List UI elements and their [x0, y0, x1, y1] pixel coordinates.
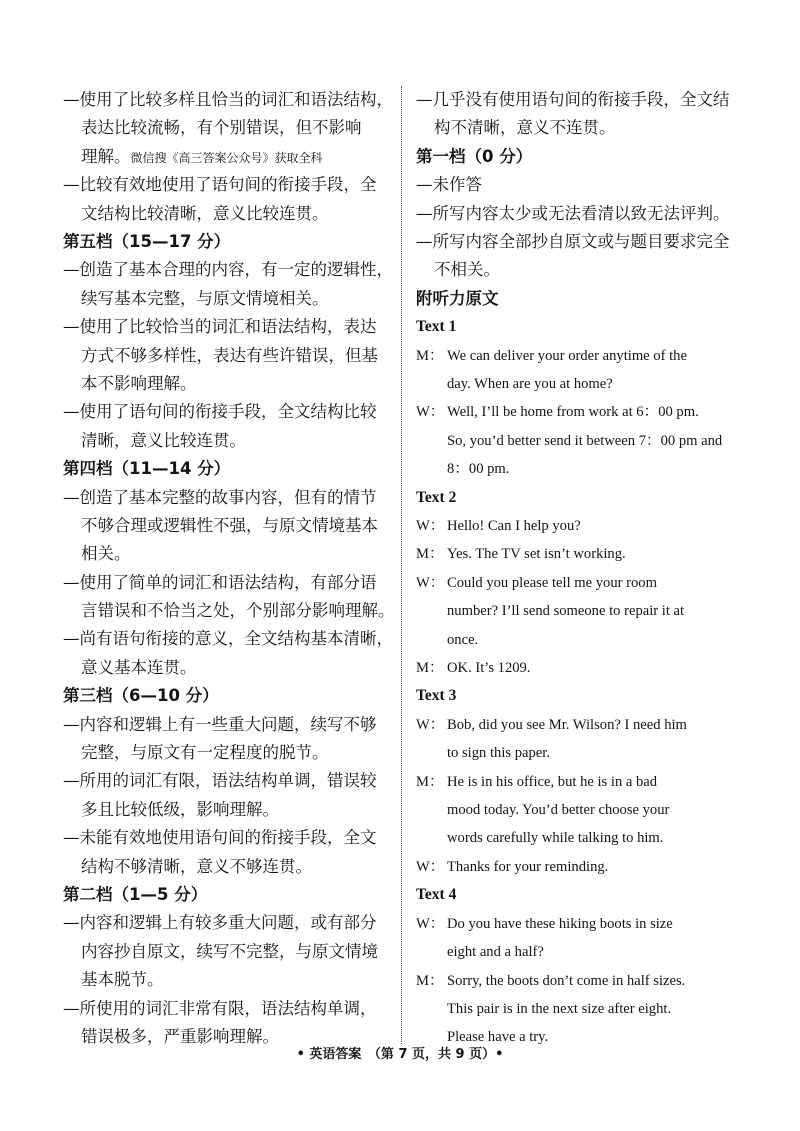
speaker-label: W： — [416, 858, 445, 875]
criteria-line: 基本脱节。 — [81, 970, 164, 990]
dialogue-line: Bob, did you see Mr. Wilson? I need him — [447, 716, 687, 733]
dialogue-line: Please have a try. — [447, 1029, 549, 1046]
criteria-text: 理解。 — [81, 146, 131, 166]
section-heading: 第一档（0 分） — [416, 146, 533, 166]
criteria-line: 完整，与原文有一定程度的脱节。 — [81, 743, 329, 763]
criteria-line: 不够合理或逻辑性不强，与原文情境基本 — [81, 515, 378, 535]
listening-text-title: Text 2 — [416, 488, 457, 506]
criteria-line: 多且比较低级，影响理解。 — [81, 799, 279, 819]
dialogue-line: Thanks for your reminding. — [447, 858, 609, 875]
criteria-line: —使用了比较多样且恰当的词汇和语法结构， — [63, 90, 393, 109]
dialogue-line: Sorry, the boots don’t come in half sizes. — [447, 972, 686, 989]
dialogue-turn — [416, 853, 742, 881]
dialogue-line: OK. It’s 1209. — [447, 660, 531, 677]
criteria-line: 续写基本完整，与原文情境相关。 — [81, 288, 329, 308]
dialogue-turn — [416, 342, 742, 399]
dialogue-turn — [416, 398, 742, 483]
criteria-line: 本不影响理解。 — [81, 373, 197, 393]
dialogue-line: words carefully while talking to him. — [447, 830, 664, 847]
criteria-line: —创造了基本完整的故事内容，但有的情节 — [63, 487, 377, 507]
criteria-line: —使用了语句间的衔接手段，全文结构比较 — [63, 402, 377, 422]
criteria-line: —几乎没有使用语句间的衔接手段，全文结 — [416, 90, 730, 109]
dialogue-turn — [416, 768, 742, 853]
watermark-text: 微信搜《高三答案公众号》获取全科 — [130, 150, 323, 165]
dialogue-line: He is in his office, but he is in a bad — [447, 773, 658, 790]
section-heading: 第五档（15—17 分） — [63, 231, 231, 251]
speaker-label: M： — [416, 773, 444, 790]
dialogue-line: Yes. The TV set isn’t working. — [447, 546, 626, 563]
speaker-label: M： — [416, 660, 444, 677]
speaker-label: M： — [416, 546, 444, 563]
dialogue-turn — [416, 569, 742, 654]
dialogue-line: day. When are you at home? — [447, 375, 613, 392]
dialogue-line: 8：00 pm. — [447, 461, 510, 478]
criteria-line: —尚有语句衔接的意义，全文结构基本清晰， — [63, 629, 393, 649]
speaker-label: W： — [416, 518, 445, 534]
criteria-line: —内容和逻辑上有较多重大问题，或有部分 — [63, 913, 377, 933]
criteria-line: —比较有效地使用了语句间的衔接手段，全 — [63, 175, 377, 195]
criteria-line: —创造了基本合理的内容，有一定的逻辑性， — [63, 260, 393, 280]
left-column — [63, 86, 393, 1051]
page-footer: • 英语答案 （第 7 页，共 9 页）• — [296, 1047, 504, 1062]
criteria-line: 言错误和不恰当之处，个别部分影响理解。 — [81, 601, 395, 621]
dialogue-line: eight and a half? — [447, 944, 544, 961]
criteria-line: —使用了比较恰当的词汇和语法结构，表达 — [63, 317, 377, 337]
dialogue-line: This pair is in the next size after eight. — [447, 1000, 672, 1017]
appendix-title: 附听力原文 — [416, 288, 499, 308]
dialogue-line: Do you have these hiking boots in size — [447, 915, 673, 932]
criteria-line: —所用的词汇有限，语法结构单调，错误较 — [63, 771, 377, 791]
criteria-line: 方式不够多样性，表达有些许错误，但基 — [81, 345, 378, 365]
criteria-line — [63, 143, 393, 171]
section-heading: 第二档（1—5 分） — [63, 884, 208, 904]
dialogue-line: So, you’d better send it between 7：00 pm and — [447, 432, 723, 449]
listening-text-title: Text 4 — [416, 886, 457, 904]
criteria-line: —所写内容全部抄自原文或与题目要求完全 — [416, 231, 730, 251]
speaker-label: W： — [416, 574, 445, 591]
dialogue-line: once. — [447, 631, 479, 648]
section-heading: 第四档（11—14 分） — [63, 459, 231, 479]
dialogue-line: Well, I’ll be home from work at 6：00 pm. — [447, 404, 699, 421]
criteria-line: —未作答 — [416, 175, 482, 195]
listening-text-title: Text 3 — [416, 687, 457, 705]
criteria-line: 构不清晰，意义不连贯。 — [434, 118, 616, 138]
speaker-label: W： — [416, 404, 445, 421]
criteria-line: 结构不够清晰，意义不够连贯。 — [81, 856, 312, 876]
speaker-label: M： — [416, 347, 444, 364]
dialogue-line: to sign this paper. — [447, 745, 550, 762]
right-column — [416, 86, 742, 1052]
criteria-line: 清晰，意义比较连贯。 — [81, 430, 246, 450]
dialogue-turn — [416, 711, 742, 768]
criteria-line: 表达比较流畅，有个别错误，但不影响 — [81, 118, 362, 138]
speaker-label: W： — [416, 716, 445, 733]
criteria-line: —使用了简单的词汇和语法结构，有部分语 — [63, 572, 377, 592]
criteria-line: —内容和逻辑上有一些重大问题，续写不够 — [63, 714, 377, 734]
criteria-line: 文结构比较清晰，意义比较连贯。 — [81, 203, 329, 223]
criteria-line: 不相关。 — [434, 260, 500, 280]
dialogue-line: Hello! Can I help you? — [447, 518, 581, 534]
column-divider — [401, 86, 402, 1044]
criteria-line: 内容抄自原文，续写不完整，与原文情境 — [81, 941, 378, 961]
dialogue-turn — [416, 910, 742, 967]
criteria-line: 意义基本连贯。 — [81, 657, 197, 677]
criteria-line: —所使用的词汇非常有限，语法结构单调， — [63, 998, 377, 1018]
dialogue-turn — [416, 967, 742, 1052]
listening-text-title: Text 1 — [416, 318, 457, 336]
criteria-line: 错误极多，严重影响理解。 — [81, 1026, 279, 1046]
dialogue-line: Could you please tell me your room — [447, 574, 657, 591]
dialogue-line: mood today. You’d better choose your — [447, 802, 670, 819]
speaker-label: M： — [416, 972, 444, 989]
dialogue-turn — [416, 540, 742, 568]
speaker-label: W： — [416, 915, 445, 932]
criteria-line: 相关。 — [81, 544, 131, 564]
criteria-line: —所写内容太少或无法看清以致无法评判。 — [416, 203, 730, 223]
dialogue-turn — [416, 512, 742, 540]
criteria-line: —未能有效地使用语句间的衔接手段，全文 — [63, 828, 377, 848]
section-heading: 第三档（6—10 分） — [63, 686, 219, 706]
dialogue-line: We can deliver your order anytime of the — [447, 347, 687, 364]
dialogue-turn — [416, 654, 742, 682]
dialogue-line: number? I’ll send someone to repair it at — [447, 603, 685, 620]
